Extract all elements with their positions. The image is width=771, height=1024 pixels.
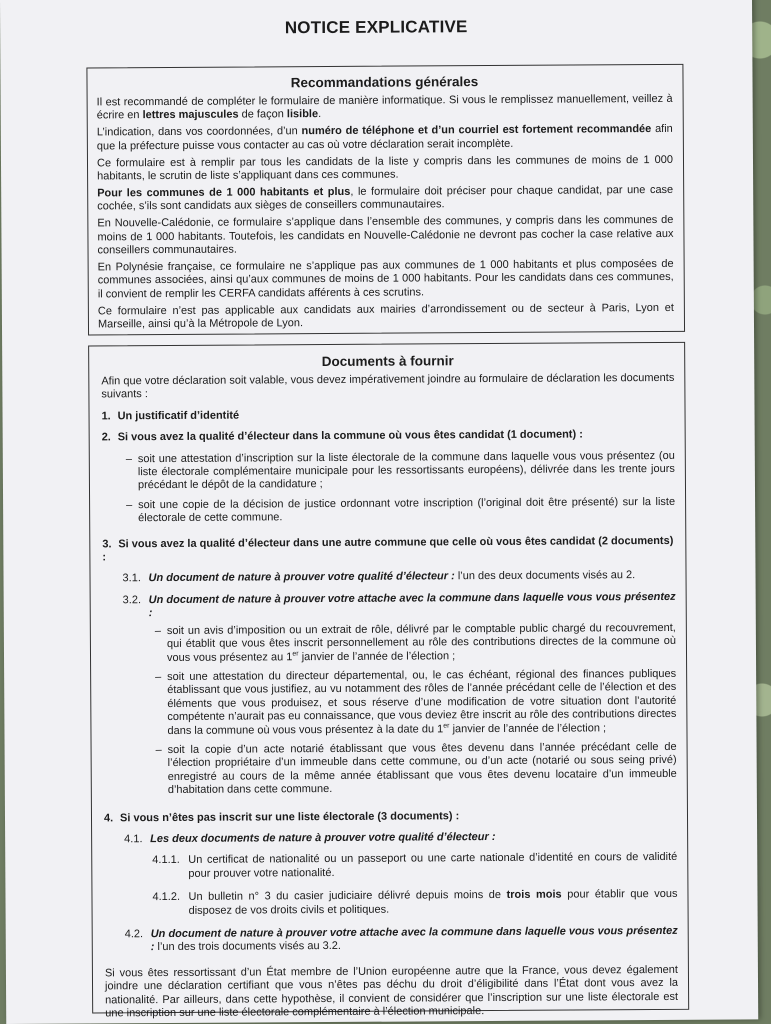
closing-paragraph: Si vous êtes ressortissant d’un État membre de l’Union européenne autre que la France, vous devez également joindre une déclaration certifiant que vous n’êtes pas déchu du droit d’éligibilité dans l’État dont vous avez la nationalité. Par ailleurs, dans cette hypothèse, il convient de considérer que l’inscription sur une liste électorale est une inscription sur une liste électorale complémentaire à l’élection municipale. [104,963,679,1020]
rec-paragraph-6: En Polynésie française, ce formulaire ne s’applique pas aux communes de 1 000 habitants et plus composées de communes associées, ainsi qu’aux communes de moins de 1 000 habitants. Pour les candidats dans ces communes, il convient de remplir les CERFA candidats afférents à ces scrutins. [97,257,674,301]
documents-heading: Documents à fournir [321,353,454,370]
item-2: 2. Si vous avez la qualité d’électeur dans la commune où vous êtes candidat (1 document) : [101,428,583,444]
item-4: 4. Si vous n’êtes pas inscrit sur une liste électorale (3 documents) : [103,809,460,824]
item-1: 1. Un justificatif d’identité [101,409,240,423]
page-title: NOTICE EXPLICATIVE [284,17,468,38]
rec-paragraph-1: Il est recommandé de compléter le formulaire de manière informatique. Si vous le remplissez manuellement, veillez à écrire en lettres majuscules de façon lisible. [96,92,673,122]
item-3-2: 3.2. Un document de nature à prouver votre attache avec la commune dans laquelle vous vous présentez : [122,590,676,620]
recommendations-heading: Recommandations générales [290,74,479,91]
item-2-option-2: – soit une copie de la décision de justice ordonnant votre inscription (l’original doit être présenté) sur la liste électorale de cette commune. [122,496,675,526]
rec-paragraph-7: Ce formulaire n’est pas applicable aux candidats aux mairies d’arrondissement ou de secteur à Paris, Lyon et Marseille, ainsi qu’à la Métropole de Lyon. [97,301,674,331]
documents-box [88,342,689,1020]
documents-intro: Afin que votre déclaration soit valable, vous devez impérativement joindre au formulaire de déclaration les documents suivants : [101,371,675,401]
item-3: 3. Si vous avez la qualité d’électeur dans une autre commune que celle où vous êtes candidat (2 documents) : [102,534,674,564]
item-3-2-option-2: – soit une attestation du directeur départemental, ou, le cas échéant, régional des finances publiques établissant que vous justifiez, au vu notamment des rôles de l’année précédant celle de l’élection et des éléments que vous produisez, et sous réserve d’une modification de votre situation dont l’autorité compétente n’aurait pas eu connaissance, que vous deviez être inscrit au rôle des contributions directes dans la commune où vous vous présentez à la date du 1er janvier de l’année de l’élection ; [151,668,676,738]
rec-paragraph-4: Pour les communes de 1 000 habitants et plus, le formulaire doit préciser pour chaque candidat, par une case cochée, s’ils sont candidats aux sièges de conseillers communautaires. [97,183,674,213]
item-4-1-1: 4.1.1. Un certificat de nationalité ou un passeport ou une carte nationale d’identité en cours de validité pour prouver votre nationalité. [152,851,678,880]
recommendations-box [86,64,685,336]
item-4-1-2: 4.1.2. Un bulletin n° 3 du casier judiciaire délivré depuis moins de trois mois pour établir que vous disposez de vos droits civils et politiques. [152,888,678,917]
item-4-1: 4.1. Les deux documents de nature à prouver votre qualité d’électeur : [124,830,496,846]
item-4-2: 4.2. Un document de nature à prouver votre attache avec la commune dans laquelle vous vous présentez : l’un des trois documents visés au 3.2. [124,924,678,954]
rec-paragraph-2: L’indication, dans vos coordonnées, d’un numéro de téléphone et d’un courriel est fortement recommandée afin que la préfecture puisse vous contacter au cas où votre déclaration serait incomplète. [96,123,673,153]
item-2-option-1: – soit une attestation d’inscription sur la liste électorale de la commune dans laquelle vous vous présentez (ou liste électorale complémentaire municipale pour les ressortissants européens), délivrée dans les trente jours précédant le dépôt de la candidature ; [122,450,675,494]
rec-paragraph-3: Ce formulaire est à remplir par tous les candidats de la liste y compris dans les communes de moins de 1 000 habitants, le scrutin de liste s’appliquant dans ces communes. [96,153,674,183]
item-3-1: 3.1. Un document de nature à prouver votre qualité d’électeur : l’un des deux documents visés au 2. [122,569,636,585]
item-3-2-option-1: – soit un avis d’imposition ou un extrait de rôle, délivré par le comptable public chargé du recouvrement, qui établit que vous êtes inscrit personnellement au rôle des contributions directes de la commune où vous vous présentez au 1er janvier de l’année de l’élection ; [151,622,676,665]
rec-paragraph-5: En Nouvelle-Calédonie, ce formulaire s’applique dans l’ensemble des communes, y compris dans les communes de moins de 1 000 habitants. Toutefois, les candidats en Nouvelle-Calédonie ne devront pas cocher la case relative aux conseillers communautaires. [97,214,674,257]
item-3-2-option-3: – soit la copie d’un acte notarié établissant que vous êtes devenu dans l’année précédant celle de l’élection propriétaire d’un immeuble dans cette commune, ou d’un acte (notarié ou sous seing privé) enregistré au cours de la même année établissant que vous êtes devenu locataire d’un immeuble d’habitation dans cette commune. [152,741,677,798]
